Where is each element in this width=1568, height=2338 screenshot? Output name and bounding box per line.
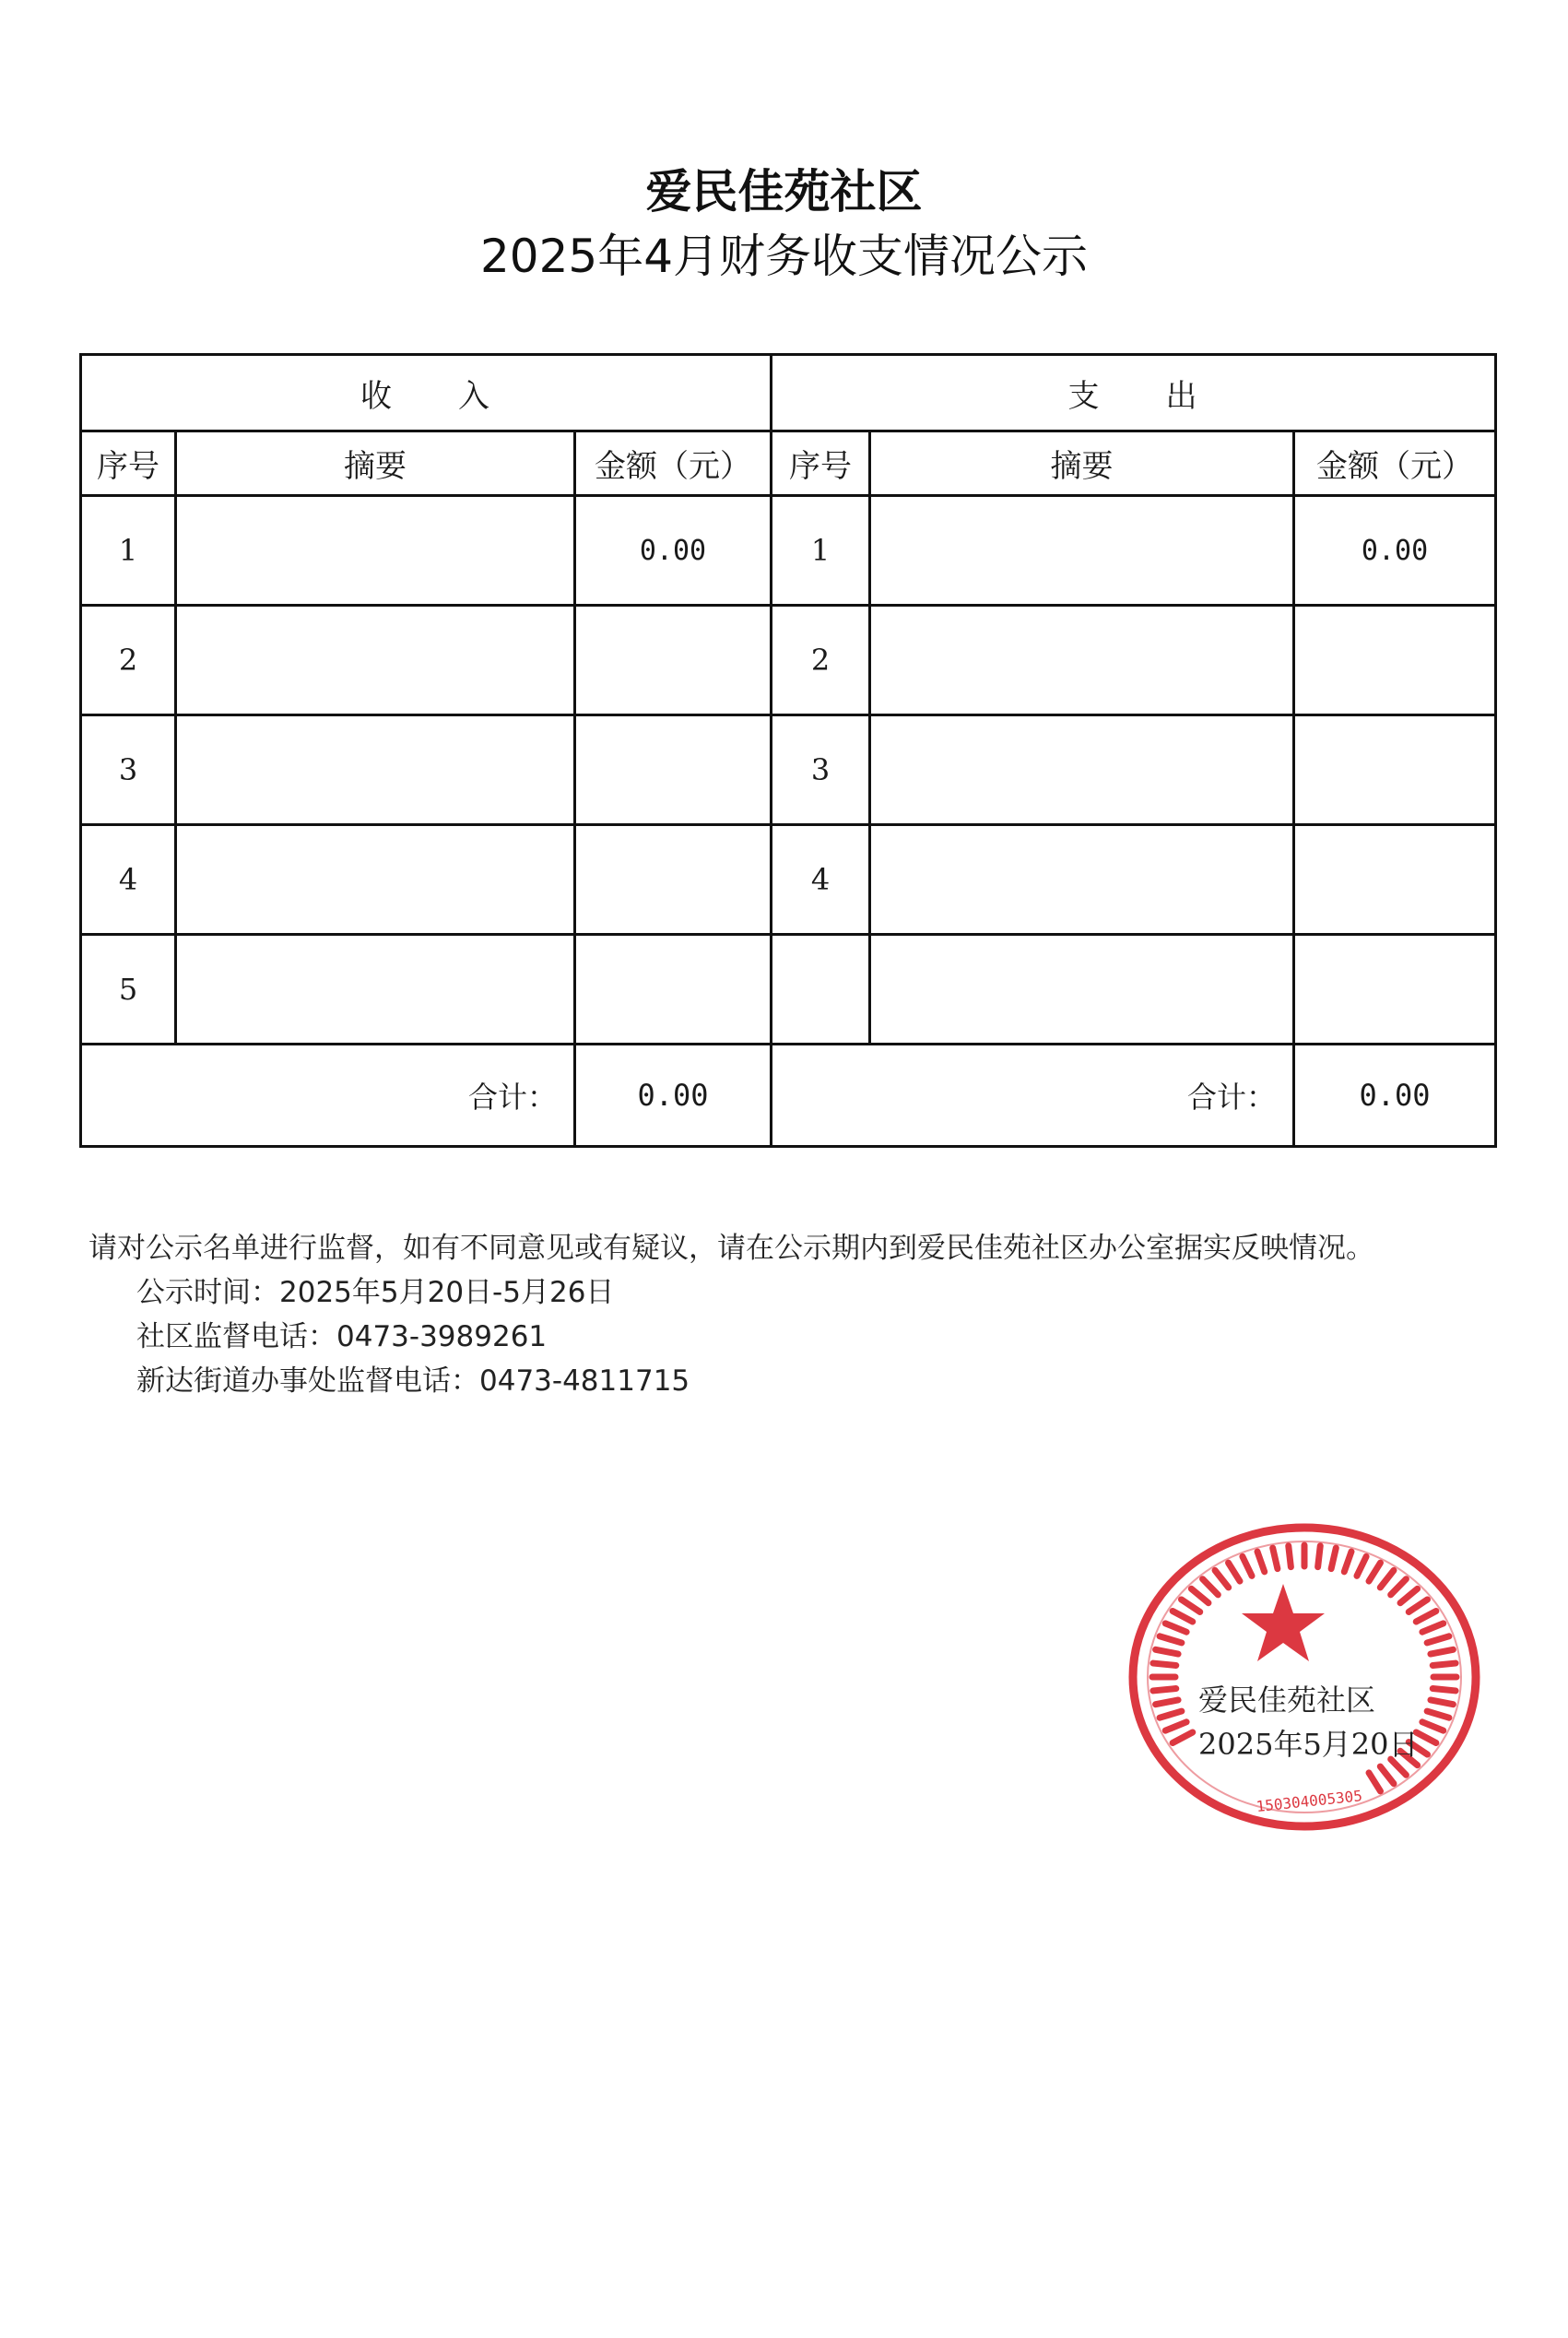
seal-script-stroke bbox=[1427, 1636, 1449, 1643]
seal-ring-number: 150304005305 bbox=[1255, 1787, 1363, 1816]
community-phone: 社区监督电话：0473-3989261 bbox=[136, 1320, 548, 1353]
supervision-paragraph: 请对公示名单进行监督，如有不同意见或有疑议，请在公示期内到爱民佳苑社区办公室据实反映情况。 bbox=[88, 1232, 1374, 1265]
expense-label-b: 出 bbox=[1165, 377, 1199, 415]
seal-script-stroke bbox=[1431, 1649, 1453, 1654]
income-seq: 3 bbox=[81, 715, 176, 825]
seal-script-stroke bbox=[1156, 1649, 1178, 1654]
income-summary bbox=[176, 715, 575, 825]
income-col-amount: 金额（元） bbox=[575, 431, 772, 496]
expense-seq: 4 bbox=[772, 825, 870, 935]
expense-amount bbox=[1294, 606, 1496, 715]
finance-table bbox=[79, 353, 1497, 1148]
income-label-b: 入 bbox=[458, 377, 491, 415]
expense-summary bbox=[870, 606, 1294, 715]
expense-col-seq: 序号 bbox=[772, 431, 870, 496]
income-summary bbox=[176, 935, 575, 1045]
expense-amount bbox=[1294, 825, 1496, 935]
publicity-period: 公示时间：2025年5月20日-5月26日 bbox=[136, 1276, 615, 1309]
income-amount bbox=[575, 715, 772, 825]
signature-date: 2025年5月20日 bbox=[1198, 1727, 1419, 1762]
expense-amount: 0.00 bbox=[1294, 496, 1496, 606]
seal-script-stroke bbox=[1229, 1563, 1241, 1581]
expense-summary bbox=[870, 715, 1294, 825]
seal-script-stroke bbox=[1400, 1588, 1418, 1602]
seal-script-stroke bbox=[1182, 1600, 1200, 1612]
seal-outer-ring bbox=[1133, 1528, 1476, 1826]
seal-script-stroke bbox=[1191, 1588, 1208, 1602]
seal-script-stroke bbox=[1257, 1552, 1265, 1572]
expense-total-amount: 0.00 bbox=[1294, 1045, 1496, 1147]
seal-script-stroke bbox=[1173, 1612, 1193, 1623]
income-amount bbox=[575, 606, 772, 715]
seal-script-stroke bbox=[1165, 1722, 1186, 1730]
seal-script-stroke bbox=[1165, 1624, 1186, 1632]
signature-block bbox=[1198, 1678, 1438, 1766]
table-row bbox=[81, 715, 1496, 825]
seal-script-stroke bbox=[1153, 1689, 1176, 1691]
income-summary bbox=[176, 825, 575, 935]
seal-script-stroke bbox=[1380, 1570, 1394, 1588]
income-amount bbox=[575, 825, 772, 935]
seal-script-stroke bbox=[1203, 1579, 1219, 1595]
expense-seq: 3 bbox=[772, 715, 870, 825]
expense-amount bbox=[1294, 715, 1496, 825]
signature-org: 爱民佳苑社区 bbox=[1198, 1683, 1376, 1718]
table-row bbox=[81, 496, 1496, 606]
expense-label-a: 支 bbox=[1067, 377, 1102, 415]
expense-amount bbox=[1294, 935, 1496, 1045]
seal-script-stroke bbox=[1380, 1766, 1394, 1784]
seal-script-stroke bbox=[1432, 1663, 1456, 1665]
income-amount bbox=[575, 935, 772, 1045]
income-section-header bbox=[81, 355, 772, 431]
seal-script-stroke bbox=[1156, 1700, 1178, 1705]
seal-script-stroke bbox=[1160, 1711, 1182, 1718]
expense-seq: 1 bbox=[772, 496, 870, 606]
income-seq: 2 bbox=[81, 606, 176, 715]
seal-script-stroke bbox=[1344, 1552, 1351, 1572]
expense-seq bbox=[772, 935, 870, 1045]
seal-script-stroke bbox=[1160, 1636, 1182, 1643]
expense-seq: 2 bbox=[772, 606, 870, 715]
expense-section-header bbox=[772, 355, 1496, 431]
income-seq: 4 bbox=[81, 825, 176, 935]
seal-inner-ring bbox=[1148, 1541, 1461, 1816]
seal-script-stroke bbox=[1173, 1732, 1193, 1743]
seal-script-stroke bbox=[1409, 1600, 1427, 1612]
seal-script-stroke bbox=[1215, 1570, 1229, 1588]
expense-total-label: 合计： bbox=[772, 1045, 1294, 1147]
seal-script-stroke bbox=[1357, 1556, 1366, 1576]
expense-col-summary: 摘要 bbox=[870, 431, 1294, 496]
expense-summary bbox=[870, 825, 1294, 935]
official-seal-stamp bbox=[1126, 1521, 1482, 1833]
income-seq: 1 bbox=[81, 496, 176, 606]
expense-col-amount: 金额（元） bbox=[1294, 431, 1496, 496]
income-summary bbox=[176, 606, 575, 715]
income-amount: 0.00 bbox=[575, 496, 772, 606]
seal-script-stroke bbox=[1243, 1556, 1252, 1576]
seal-script-stroke bbox=[1331, 1548, 1336, 1568]
total-row bbox=[81, 1045, 1496, 1147]
income-summary bbox=[176, 496, 575, 606]
table-row bbox=[81, 606, 1496, 715]
income-label-a: 收 bbox=[360, 377, 394, 415]
income-col-summary: 摘要 bbox=[176, 431, 575, 496]
subdistrict-phone: 新达街道办事处监督电话：0473-4811715 bbox=[136, 1364, 690, 1398]
table-row bbox=[81, 825, 1496, 935]
seal-script-stroke bbox=[1416, 1612, 1436, 1623]
table-row bbox=[81, 935, 1496, 1045]
seal-script-stroke bbox=[1369, 1563, 1381, 1581]
income-total-label: 合计： bbox=[81, 1045, 575, 1147]
seal-star-icon bbox=[1242, 1584, 1325, 1661]
income-seq: 5 bbox=[81, 935, 176, 1045]
document-title: 2025年4月财务收支情况公示 bbox=[479, 230, 1089, 283]
income-col-seq: 序号 bbox=[81, 431, 176, 496]
expense-summary bbox=[870, 935, 1294, 1045]
seal-script-stroke bbox=[1289, 1546, 1291, 1567]
seal-script-stroke bbox=[1318, 1546, 1321, 1567]
seal-script-stroke bbox=[1391, 1579, 1407, 1595]
org-title: 爱民佳苑社区 bbox=[645, 165, 923, 218]
seal-script-stroke bbox=[1273, 1548, 1278, 1568]
income-total-amount: 0.00 bbox=[575, 1045, 772, 1147]
seal-script-stroke bbox=[1369, 1773, 1381, 1791]
seal-script-stroke bbox=[1153, 1663, 1176, 1665]
seal-script-stroke bbox=[1422, 1624, 1444, 1632]
notice-block bbox=[88, 1226, 1490, 1403]
expense-summary bbox=[870, 496, 1294, 606]
